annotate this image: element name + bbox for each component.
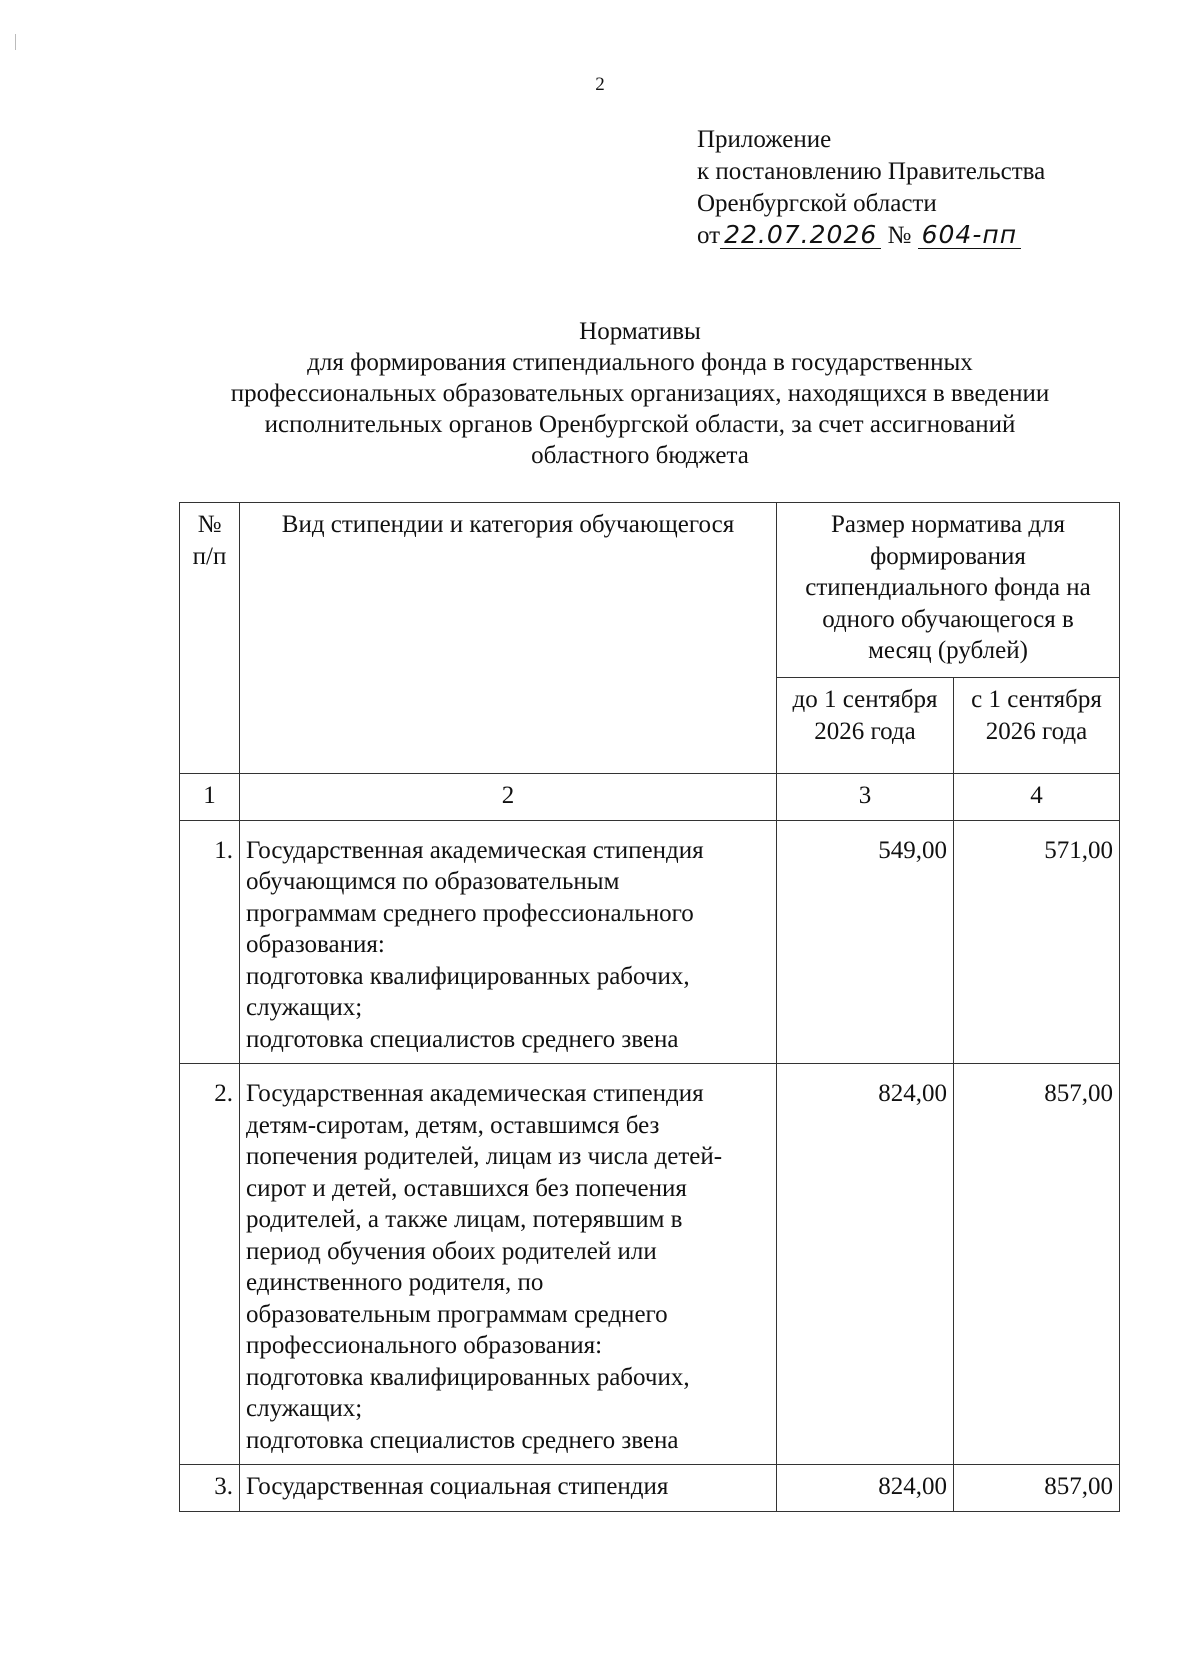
title-line: областного бюджета <box>531 442 749 469</box>
appendix-date-line <box>697 220 1045 252</box>
scan-mark <box>15 34 16 50</box>
column-number: 2 <box>240 774 777 821</box>
table-row <box>180 820 1120 1064</box>
header-type-cell: Вид стипендии и категория обучающегося <box>240 503 777 774</box>
table-row <box>180 1064 1120 1465</box>
document-title <box>150 316 1130 471</box>
row-description: Государственная академическая стипендия детям-сиротам, детям, оставшимся без попечения родителей, лицам из числа детей- сирот и детей, оставшихся без попечения родителей, а также лицам, потерявшим в период обучения обоих родителей или единственного родителя, по образовательным программам среднего профессионального образования: подготовка квалифицированных рабочих, служащих; подготовка специалистов среднего звена <box>240 1064 777 1465</box>
row-description: Государственная социальная стипендия <box>240 1465 777 1512</box>
title-line: Нормативы <box>579 318 701 345</box>
handwritten-number: 604-пп <box>918 222 1021 249</box>
row-value-after: 857,00 <box>954 1465 1120 1512</box>
header-row <box>180 503 1120 678</box>
column-number-row <box>180 774 1120 821</box>
appendix-block <box>697 124 1045 252</box>
row-value-before: 824,00 <box>777 1465 954 1512</box>
column-number: 3 <box>777 774 954 821</box>
row-num: 2. <box>180 1064 240 1465</box>
column-number: 1 <box>180 774 240 821</box>
header-num-cell: № п/п <box>180 503 240 774</box>
row-num: 3. <box>180 1465 240 1512</box>
row-description: Государственная академическая стипендия обучающимся по образовательным программам среднего профессионального образования: подготовка квалифицированных рабочих, служащих; подготовка специалистов среднего звена <box>240 820 777 1064</box>
row-value-after: 571,00 <box>954 820 1120 1064</box>
row-value-before: 549,00 <box>777 820 954 1064</box>
row-value-after: 857,00 <box>954 1064 1120 1465</box>
norms-table <box>179 502 1120 1512</box>
header-before-cell: до 1 сентября 2026 года <box>777 678 954 774</box>
row-value-before: 824,00 <box>777 1064 954 1465</box>
number-prefix: № <box>887 222 912 249</box>
header-after-cell: с 1 сентября 2026 года <box>954 678 1120 774</box>
appendix-line: Приложение <box>697 126 832 153</box>
handwritten-date: 22.07.2026 <box>720 222 881 249</box>
header-size-cell: Размер норматива для формирования стипендиального фонда на одного обучающегося в месяц (рублей) <box>777 503 1120 678</box>
title-line: профессиональных образовательных организациях, находящихся в введении <box>230 380 1050 407</box>
title-line: исполнительных органов Оренбургской области, за счет ассигнований <box>264 411 1016 438</box>
appendix-line: к постановлению Правительства <box>697 158 1046 185</box>
table-row <box>180 1465 1120 1512</box>
date-prefix: от <box>697 222 721 249</box>
page-number: 2 <box>595 74 605 95</box>
row-num: 1. <box>180 820 240 1064</box>
column-number: 4 <box>954 774 1120 821</box>
title-line: для формирования стипендиального фонда в государственных <box>307 349 973 376</box>
appendix-line: Оренбургской области <box>697 190 937 217</box>
